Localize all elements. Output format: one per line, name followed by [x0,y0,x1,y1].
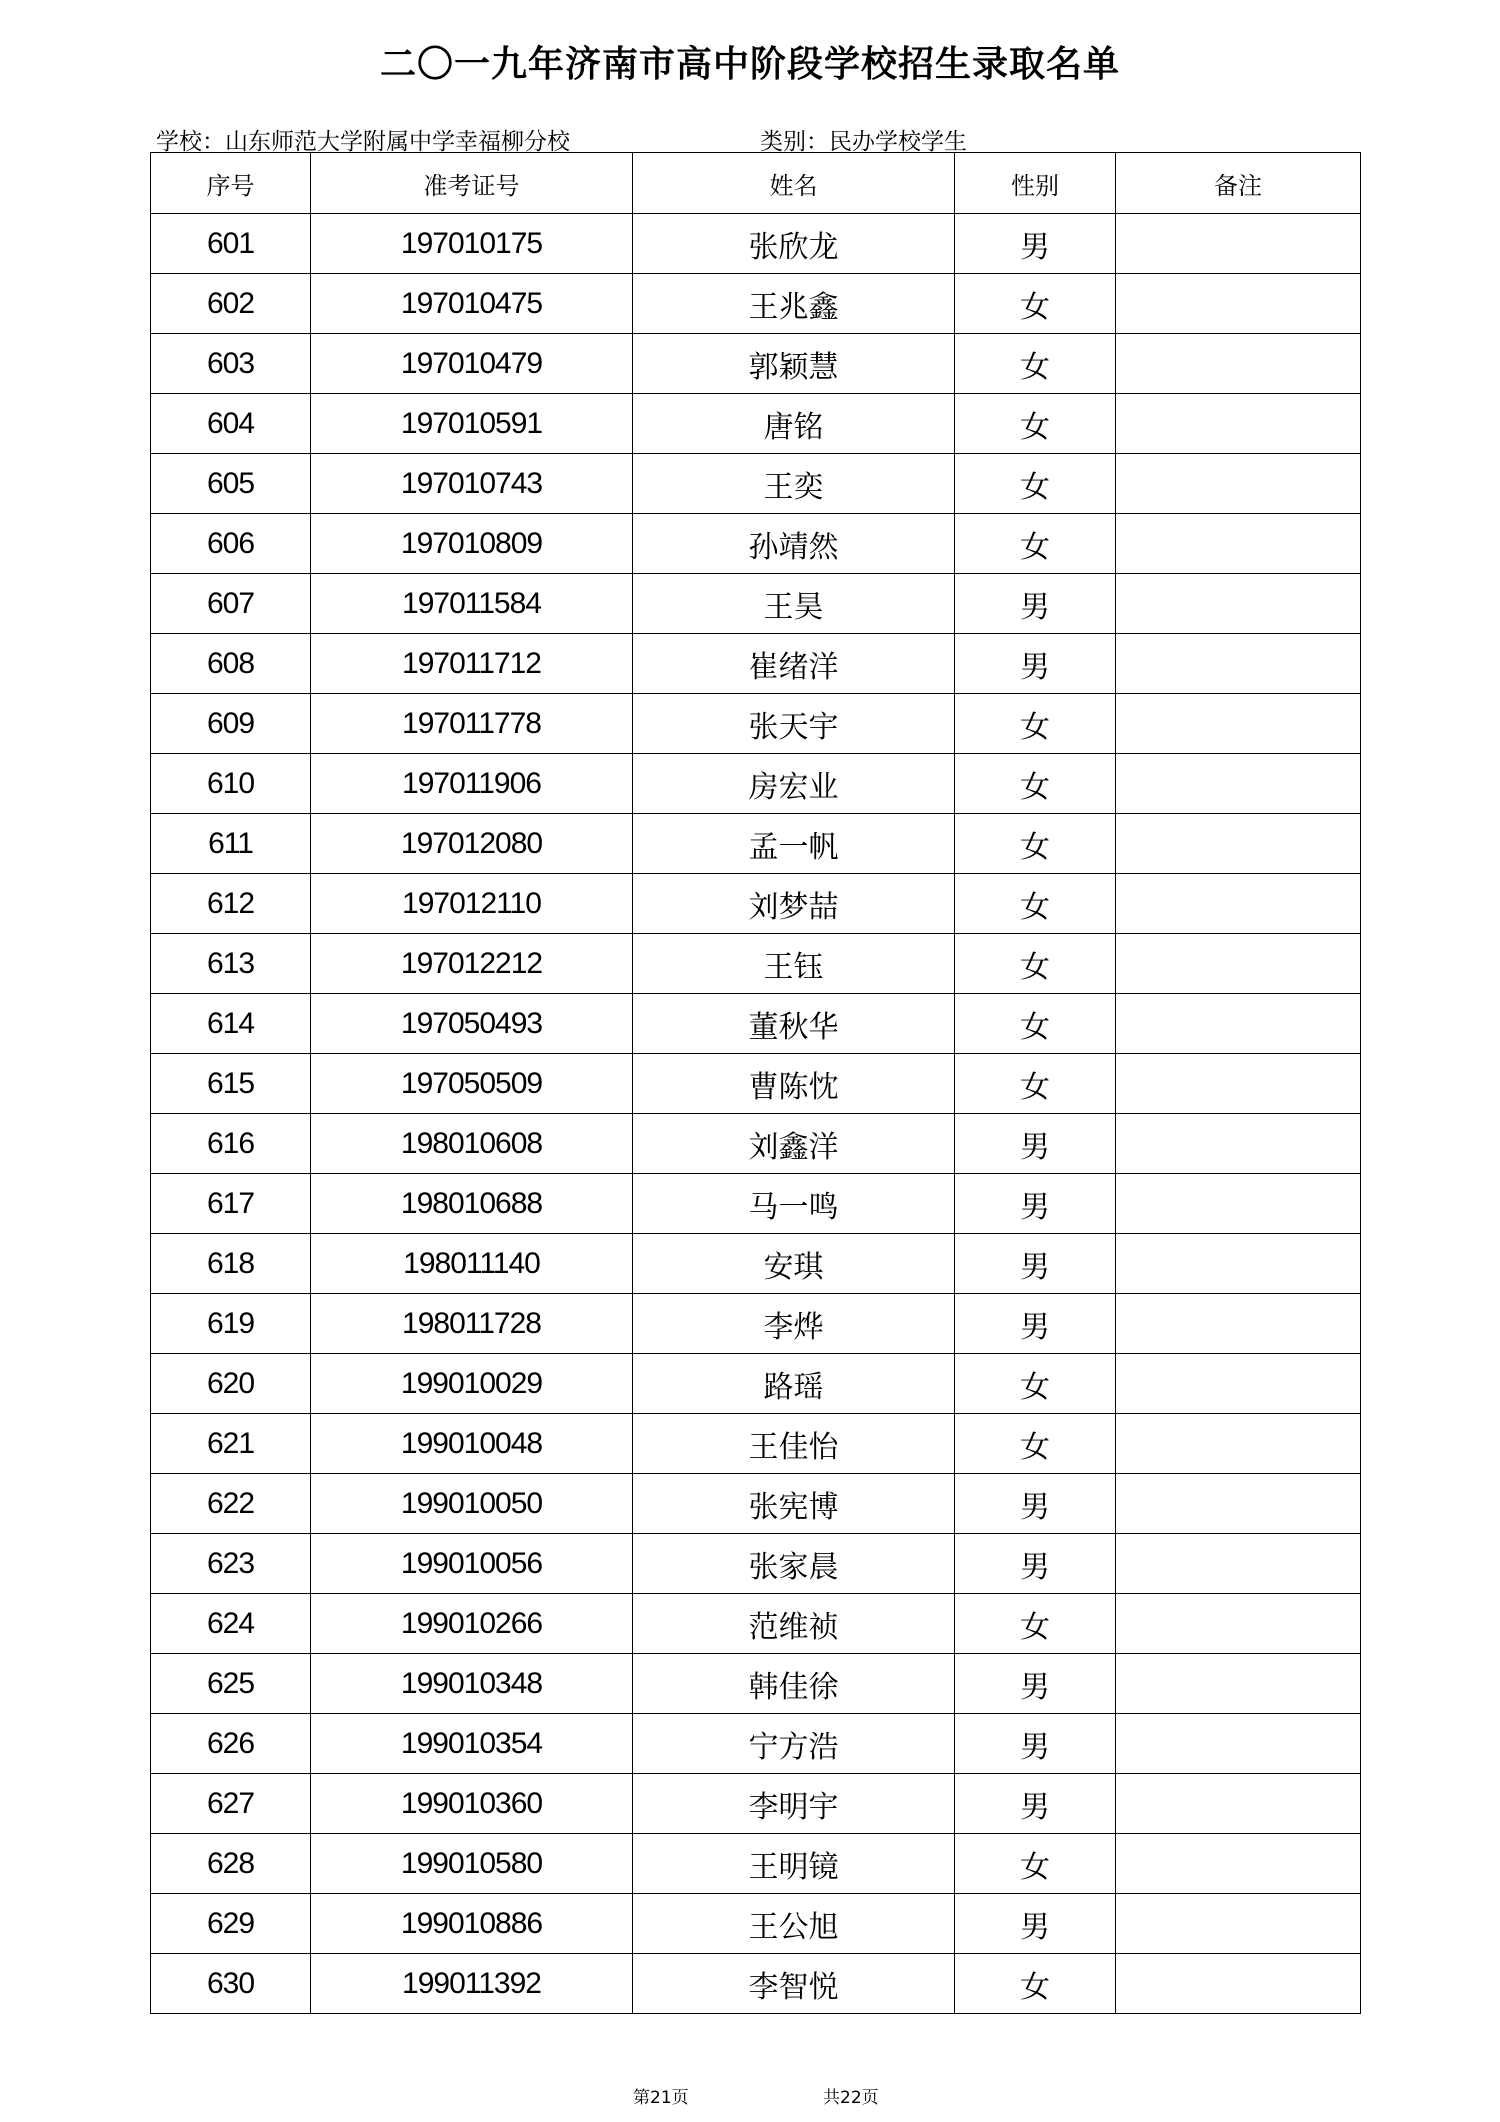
cell-gender: 女 [955,514,1116,574]
cell-seq: 627 [151,1774,311,1834]
cell-note [1116,694,1361,754]
cell-seq: 617 [151,1174,311,1234]
table-row [151,754,1361,814]
cell-seq: 623 [151,1534,311,1594]
cell-exam-id: 198011728 [311,1294,633,1354]
table-row [151,814,1361,874]
cell-seq: 612 [151,874,311,934]
table-row [151,1714,1361,1774]
cell-gender: 男 [955,1174,1116,1234]
cell-exam-id: 197012212 [311,934,633,994]
school-label: 学校：山东师范大学附属中学幸福柳分校 [156,129,570,155]
table-row [151,1894,1361,1954]
cell-seq: 616 [151,1114,311,1174]
cell-exam-id: 197010475 [311,274,633,334]
cell-name: 孟一帆 [633,814,955,874]
cell-seq: 611 [151,814,311,874]
cell-name: 王佳怡 [633,1414,955,1474]
cell-name: 曹陈忱 [633,1054,955,1114]
cell-seq: 613 [151,934,311,994]
cell-seq: 626 [151,1714,311,1774]
cell-name: 王钰 [633,934,955,994]
table-row [151,1174,1361,1234]
header-exam-id: 准考证号 [311,153,633,214]
cell-note [1116,1294,1361,1354]
cell-gender: 女 [955,454,1116,514]
cell-seq: 606 [151,514,311,574]
table-row [151,1354,1361,1414]
cell-name: 孙靖然 [633,514,955,574]
cell-note [1116,1414,1361,1474]
cell-exam-id: 197011906 [311,754,633,814]
cell-gender: 男 [955,1294,1116,1354]
table-row [151,1234,1361,1294]
table-row [151,574,1361,634]
cell-gender: 男 [955,634,1116,694]
cell-gender: 男 [955,214,1116,274]
table-row [151,214,1361,274]
cell-gender: 女 [955,694,1116,754]
cell-name: 刘鑫洋 [633,1114,955,1174]
cell-name: 唐铭 [633,394,955,454]
cell-note [1116,994,1361,1054]
cell-gender: 男 [955,1534,1116,1594]
cell-name: 韩佳徐 [633,1654,955,1714]
cell-note [1116,1054,1361,1114]
table-row [151,1054,1361,1114]
cell-exam-id: 199010266 [311,1594,633,1654]
table-row [151,1414,1361,1474]
cell-exam-id: 199011392 [311,1954,633,2014]
cell-gender: 女 [955,754,1116,814]
table-row [151,1534,1361,1594]
cell-name: 路瑶 [633,1354,955,1414]
admission-table [150,152,1361,2014]
cell-name: 宁方浩 [633,1714,955,1774]
cell-exam-id: 197010743 [311,454,633,514]
cell-seq: 607 [151,574,311,634]
cell-note [1116,214,1361,274]
cell-seq: 601 [151,214,311,274]
cell-note [1116,394,1361,454]
cell-seq: 619 [151,1294,311,1354]
cell-gender: 女 [955,1954,1116,2014]
cell-note [1116,1774,1361,1834]
table-row [151,274,1361,334]
cell-note [1116,1894,1361,1954]
cell-gender: 女 [955,1414,1116,1474]
cell-exam-id: 199010029 [311,1354,633,1414]
cell-name: 董秋华 [633,994,955,1054]
table-row [151,994,1361,1054]
cell-exam-id: 197010591 [311,394,633,454]
table-row [151,934,1361,994]
cell-seq: 624 [151,1594,311,1654]
cell-seq: 609 [151,694,311,754]
cell-seq: 630 [151,1954,311,2014]
cell-name: 安琪 [633,1234,955,1294]
table-row [151,634,1361,694]
cell-gender: 女 [955,934,1116,994]
header-gender: 性别 [955,153,1116,214]
cell-gender: 女 [955,1054,1116,1114]
table-row [151,1114,1361,1174]
cell-gender: 男 [955,1234,1116,1294]
cell-name: 张宪博 [633,1474,955,1534]
cell-exam-id: 199010348 [311,1654,633,1714]
cell-exam-id: 197012110 [311,874,633,934]
cell-exam-id: 197010175 [311,214,633,274]
cell-note [1116,814,1361,874]
cell-gender: 男 [955,1714,1116,1774]
cell-note [1116,514,1361,574]
cell-note [1116,334,1361,394]
cell-exam-id: 197050509 [311,1054,633,1114]
cell-seq: 614 [151,994,311,1054]
cell-name: 张家晨 [633,1534,955,1594]
cell-gender: 女 [955,394,1116,454]
table-row [151,1294,1361,1354]
cell-name: 王公旭 [633,1894,955,1954]
cell-name: 刘梦喆 [633,874,955,934]
cell-note [1116,574,1361,634]
cell-note [1116,1114,1361,1174]
cell-gender: 男 [955,1774,1116,1834]
cell-gender: 男 [955,1114,1116,1174]
cell-note [1116,274,1361,334]
cell-note [1116,1234,1361,1294]
cell-exam-id: 199010360 [311,1774,633,1834]
table-row [151,1774,1361,1834]
table-row [151,334,1361,394]
cell-note [1116,754,1361,814]
cell-seq: 608 [151,634,311,694]
cell-name: 崔绪洋 [633,634,955,694]
cell-note [1116,1714,1361,1774]
cell-name: 郭颖慧 [633,334,955,394]
cell-exam-id: 199010048 [311,1414,633,1474]
cell-name: 李烨 [633,1294,955,1354]
cell-note [1116,874,1361,934]
cell-note [1116,1174,1361,1234]
table-row [151,694,1361,754]
cell-gender: 男 [955,1474,1116,1534]
cell-name: 王兆鑫 [633,274,955,334]
table-row [151,1654,1361,1714]
table-row [151,874,1361,934]
cell-exam-id: 197010809 [311,514,633,574]
cell-exam-id: 198010608 [311,1114,633,1174]
cell-note [1116,934,1361,994]
header-note: 备注 [1116,153,1361,214]
cell-exam-id: 197011778 [311,694,633,754]
table-row [151,514,1361,574]
cell-note [1116,1834,1361,1894]
cell-exam-id: 198010688 [311,1174,633,1234]
cell-note [1116,1654,1361,1714]
cell-exam-id: 197050493 [311,994,633,1054]
cell-seq: 620 [151,1354,311,1414]
cell-exam-id: 197011584 [311,574,633,634]
cell-name: 李智悦 [633,1954,955,2014]
cell-seq: 621 [151,1414,311,1474]
cell-note [1116,1594,1361,1654]
cell-exam-id: 199010050 [311,1474,633,1534]
cell-exam-id: 199010354 [311,1714,633,1774]
cell-seq: 625 [151,1654,311,1714]
table-row [151,1954,1361,2014]
cell-gender: 女 [955,1834,1116,1894]
cell-gender: 男 [955,1654,1116,1714]
table-row [151,1474,1361,1534]
document-title: 二〇一九年济南市高中阶段学校招生录取名单 [379,44,1120,85]
cell-seq: 628 [151,1834,311,1894]
cell-seq: 618 [151,1234,311,1294]
cell-gender: 女 [955,994,1116,1054]
cell-gender: 女 [955,1594,1116,1654]
cell-note [1116,1954,1361,2014]
table-row [151,1594,1361,1654]
cell-name: 王昊 [633,574,955,634]
cell-seq: 605 [151,454,311,514]
cell-seq: 629 [151,1894,311,1954]
cell-exam-id: 197012080 [311,814,633,874]
cell-seq: 603 [151,334,311,394]
cell-gender: 男 [955,574,1116,634]
header-name: 姓名 [633,153,955,214]
cell-seq: 602 [151,274,311,334]
cell-seq: 622 [151,1474,311,1534]
table-row [151,394,1361,454]
cell-name: 王明镜 [633,1834,955,1894]
cell-gender: 女 [955,874,1116,934]
cell-name: 范维祯 [633,1594,955,1654]
cell-note [1116,454,1361,514]
cell-seq: 615 [151,1054,311,1114]
page-total: 共22页 [823,2088,879,2108]
page-number: 第21页 [633,2088,689,2108]
cell-exam-id: 198011140 [311,1234,633,1294]
cell-gender: 女 [955,274,1116,334]
cell-exam-id: 197011712 [311,634,633,694]
cell-name: 张欣龙 [633,214,955,274]
cell-name: 房宏业 [633,754,955,814]
header-seq: 序号 [151,153,311,214]
cell-note [1116,1534,1361,1594]
cell-name: 王奕 [633,454,955,514]
cell-name: 李明宇 [633,1774,955,1834]
cell-exam-id: 199010580 [311,1834,633,1894]
cell-seq: 610 [151,754,311,814]
table-header-row [151,153,1361,214]
cell-note [1116,1474,1361,1534]
cell-gender: 女 [955,1354,1116,1414]
cell-note [1116,634,1361,694]
cell-gender: 女 [955,334,1116,394]
table-row [151,1834,1361,1894]
cell-gender: 女 [955,814,1116,874]
cell-exam-id: 199010886 [311,1894,633,1954]
cell-exam-id: 199010056 [311,1534,633,1594]
cell-exam-id: 197010479 [311,334,633,394]
table-row [151,454,1361,514]
cell-note [1116,1354,1361,1414]
category-label: 类别：民办学校学生 [760,129,967,155]
cell-name: 张天宇 [633,694,955,754]
cell-name: 马一鸣 [633,1174,955,1234]
cell-gender: 男 [955,1894,1116,1954]
table-body [151,214,1361,2014]
cell-seq: 604 [151,394,311,454]
